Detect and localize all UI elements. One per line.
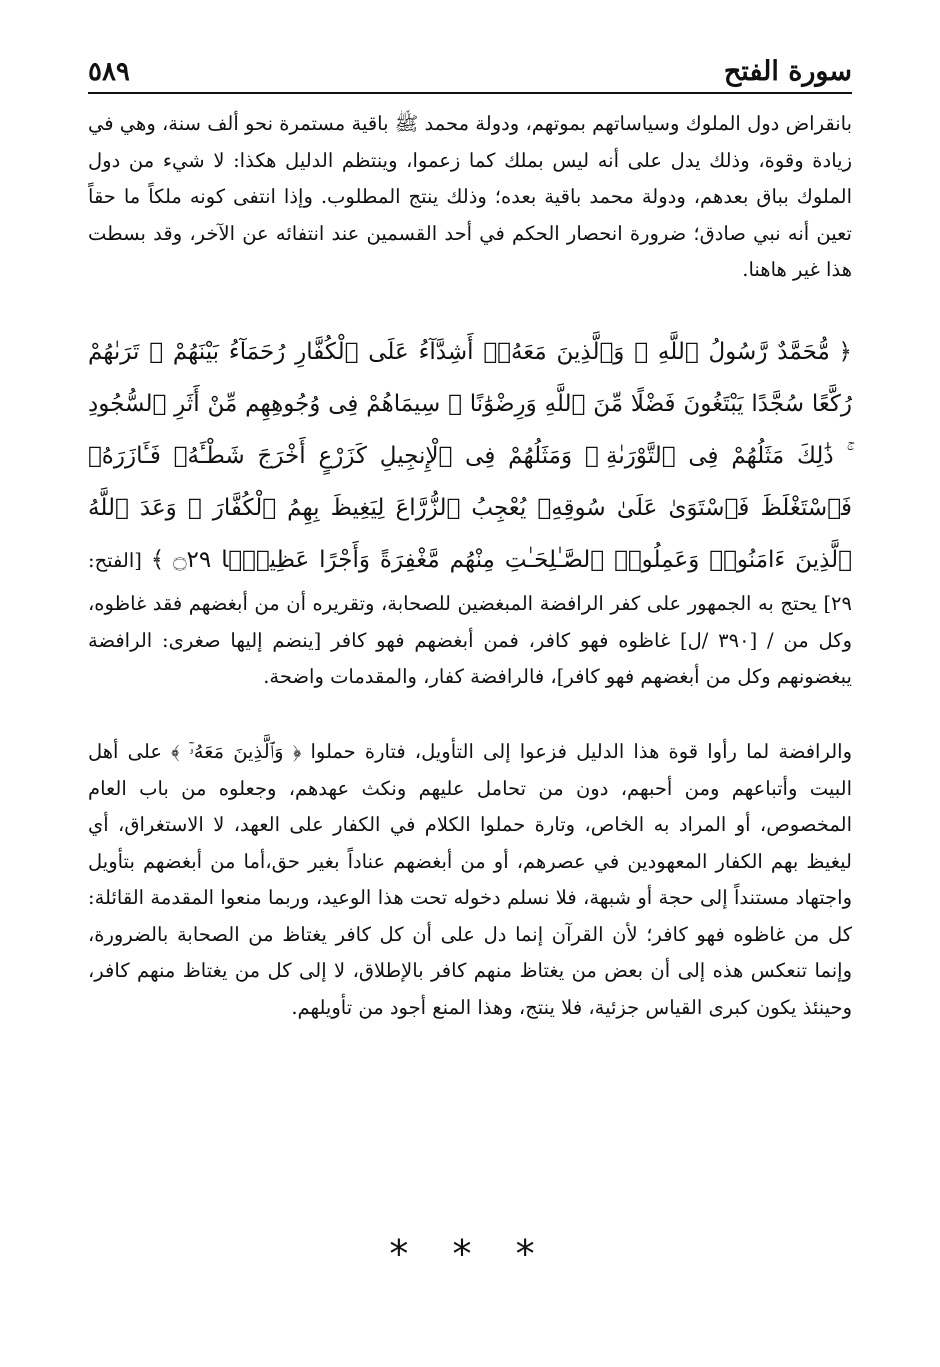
rebuttal-part-1: والرافضة لما رأوا قوة هذا الدليل فزعوا إلى التأويل، فتارة حملوا bbox=[310, 740, 852, 763]
quran-verse: مُّحَمَّدٌ رَّسُولُ ٱللَّهِ ۚ وَٱلَّذِينَ مَعَهُۥٓ أَشِدَّآءُ عَلَى ٱلْكُفَّارِ رُحَمَآءُ بَيْنَهُمْ ۖ تَرَىٰهُمْ رُكَّعًا سُجَّدًا يَبْتَغُونَ فَضْلًا مِّنَ ٱللَّهِ وَرِضْوَٰنًا ۖ سِيمَاهُمْ فِى وُجُوهِهِم مِّنْ أَثَرِ ٱلسُّجُودِ ۚ ذَٰلِكَ مَثَلُهُمْ فِى ٱلتَّوْرَىٰةِ ۚ وَمَثَلُهُمْ فِى ٱلْإِنجِيلِ كَزَرْعٍ أَخْرَجَ شَطْـَٔهُۥ فَـَٔازَرَهُۥ فَٱسْتَغْلَظَ فَٱسْتَوَىٰ عَلَىٰ سُوقِهِۦ يُعْجِبُ ٱلزُّرَّاعَ لِيَغِيظَ بِهِمُ ٱلْكُفَّارَ ۗ وَعَدَ ٱللَّهُ ٱلَّذِينَ ءَامَنُوا۟ وَعَمِلُوا۟ ٱلصَّـٰلِحَـٰتِ مِنْهُم مَّغْفِرَةً وَأَجْرًا عَظِيمًۢا ۝٢٩ bbox=[88, 339, 852, 573]
verse-commentary: يحتج به الجمهور على كفر الرافضة المبغضين للصحابة، وتقريره أن من أبغضهم فقد غاظوه، وكل من / [٣٩٠ /ل] غاظوه فهو كافر، فمن أبغضهم فهو كافر [ينضم إليها صغرى: الرافضة يبغضونهم وكل من أبغضهم فهو كافر]، فالرافضة كفار، والمقدمات واضحة. bbox=[88, 592, 852, 688]
verse-reference: [الفتح: ٢٩] bbox=[88, 549, 852, 615]
paragraph-verse bbox=[88, 326, 852, 696]
paragraph-intro: بانقراض دول الملوك وسياساتهم بموتهم، ودولة محمد ﷺ باقية مستمرة نحو ألف سنة، وهي في زيادة وقوة، وذلك يدل على أنه ليس بملك كما زعموا، وينتظم الدليل هكذا: لا شيء من دول الملوك بباق بعدهم، ودولة محمد باقية بعده؛ وذلك ينتج المطلوب. وإذا انتفى كونه ملكاً ما حقاً تعين أنه نبي صادق؛ ضرورة انحصار الحكم في أحد القسمين عند انتفائه عن الآخر، وقد بسطت هذا غير هاهنا. bbox=[88, 112, 852, 281]
rebuttal-part-2: على أهل البيت وأتباعهم ومن أحبهم، دون من تحامل عليهم ونكث عهدهم، وجعلوه من باب العام المخصوص، أو المراد به الخاص، وتارة حملوا الكلام في الكفار على العهد، لا الاستغراق، أي ليغيظ بهم الكفار المعهودين في عصرهم، أو من أبغضهم عناداً بغير حق،أما من أبغضهم بتأويل واجتهاد مستنداً إلى حجة أو شبهة، فلا نسلم دخوله تحت هذا الوعيد، وربما منعوا المقدمة القائلة: كل من غاظوه فهو كافر؛ لأن القرآن إنما دل على أن كل كافر يغتاظ من الصحابة بالضرورة، وإنما تنعكس هذه إلى أن بعض من يغتاظ منهم كافر بالإطلاق، لا إلى كل من يغتاظ منهم كافر، وحينئذ يكون كبرى القياس جزئية، فلا ينتج، وهذا المنع أجود من تأويلهم. bbox=[88, 740, 852, 1019]
surah-title: سورة الفتح bbox=[723, 56, 852, 87]
page-header bbox=[88, 40, 852, 94]
section-separator: * * * bbox=[389, 1232, 551, 1276]
page bbox=[88, 40, 852, 1019]
verse-open-brace: ﴿ bbox=[838, 339, 852, 365]
verse-close-brace: ﴾ bbox=[150, 547, 165, 573]
rebuttal-quote: ﴿ وَٱلَّذِينَ مَعَهُۥٓ ﴾ bbox=[171, 740, 302, 763]
paragraph-rebuttal bbox=[88, 734, 852, 1026]
page-number: ٥٨٩ bbox=[88, 57, 130, 87]
